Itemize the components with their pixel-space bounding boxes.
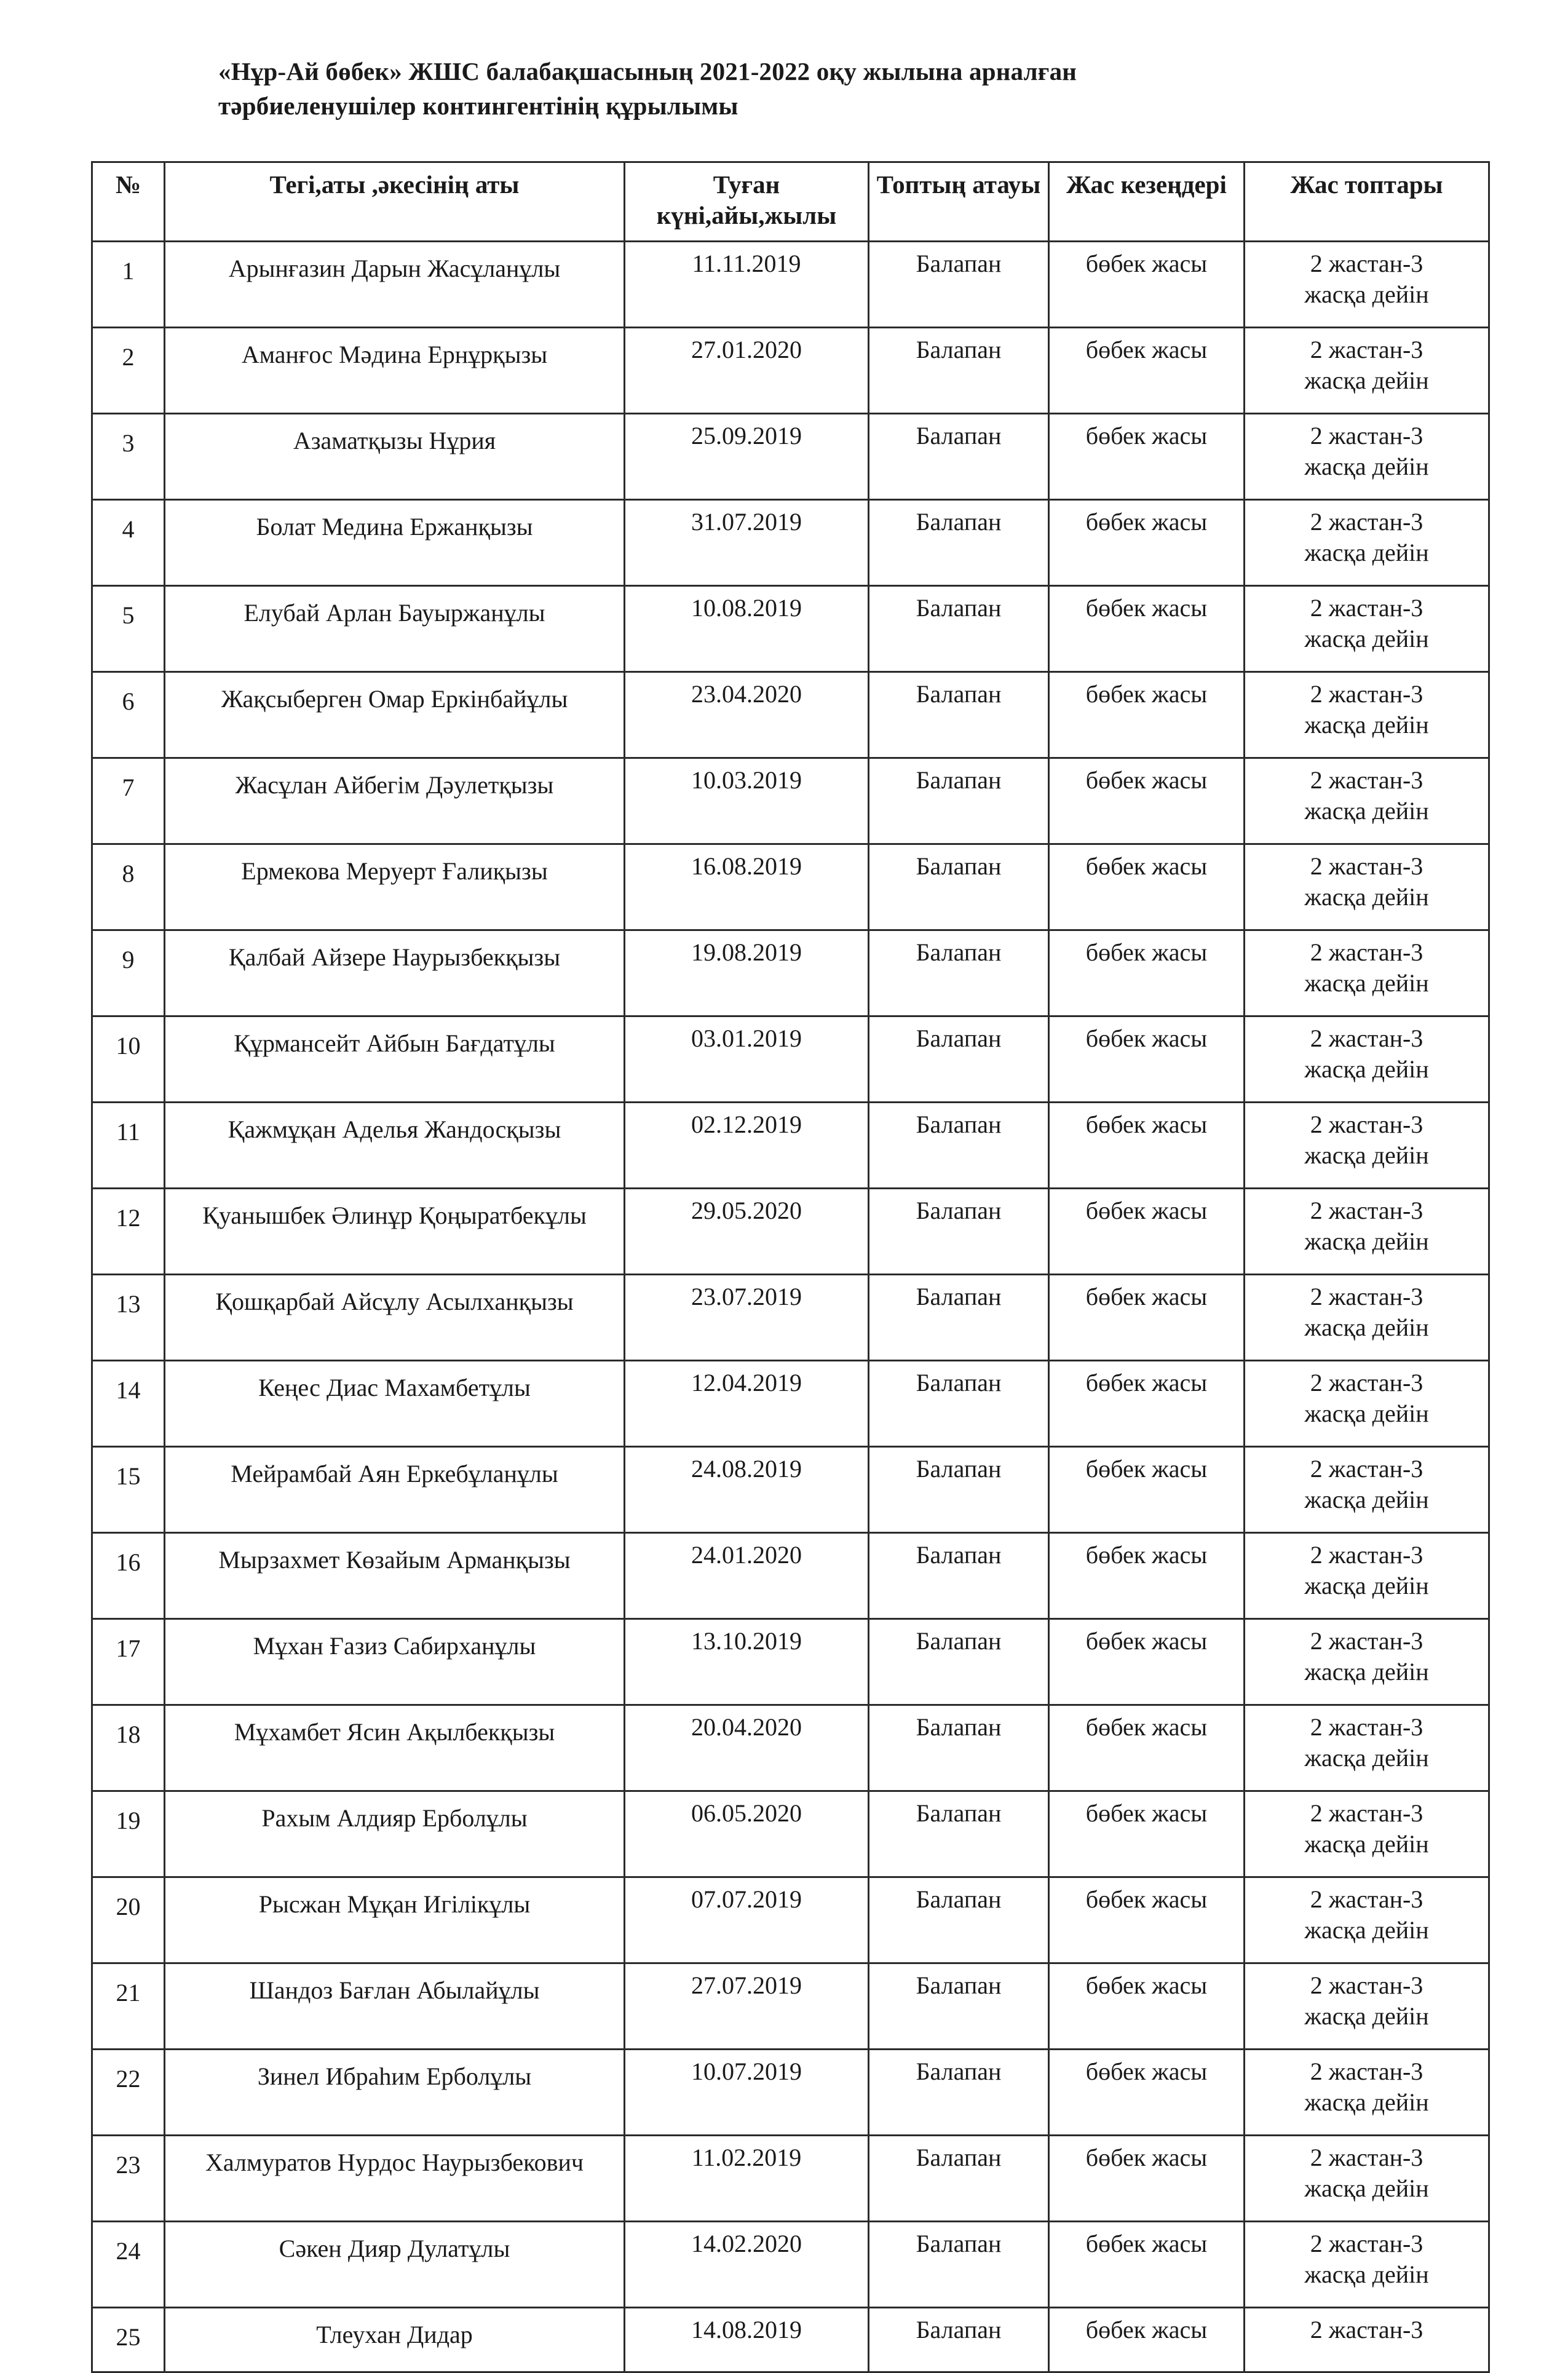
table-row: [92, 2050, 1489, 2136]
cell-age-group: [1245, 2136, 1489, 2222]
cell-group: Балапан: [869, 844, 1049, 930]
table-row: [92, 2136, 1489, 2222]
cell-group: Балапан: [869, 414, 1049, 500]
header-name: Тегі,аты ,әкесінің аты: [165, 162, 625, 242]
cell-name: Шандоз Бағлан Абылайұлы: [165, 1963, 625, 2050]
cell-name: Мырзахмет Көзайым Арманқызы: [165, 1533, 625, 1619]
table-row: [92, 1275, 1489, 1361]
cell-age-group: [1245, 1103, 1489, 1189]
cell-group: Балапан: [869, 1877, 1049, 1963]
cell-age-period: бөбек жасы: [1049, 500, 1245, 586]
cell-birth-date: 13.10.2019: [625, 1619, 869, 1705]
age-group-line: 2 жастан-3: [1310, 2230, 1423, 2257]
cell-num: 21: [92, 1963, 165, 2050]
table-row: [92, 2308, 1489, 2372]
age-group-line: жасқа дейін: [1304, 883, 1429, 911]
cell-group: Балапан: [869, 1103, 1049, 1189]
age-group-line: жасқа дейін: [1304, 1916, 1429, 1944]
cell-name: Арынғазин Дарын Жасұланұлы: [165, 242, 625, 328]
header-num: №: [92, 162, 165, 242]
age-group-line: жасқа дейін: [1304, 1055, 1429, 1083]
cell-birth-date: 24.08.2019: [625, 1447, 869, 1533]
age-group-line: жасқа дейін: [1304, 2088, 1429, 2116]
cell-birth-date: 10.03.2019: [625, 758, 869, 844]
cell-num: 6: [92, 672, 165, 758]
cell-num: 20: [92, 1877, 165, 1963]
cell-name: Қуанышбек Әлинұр Қоңыратбекұлы: [165, 1189, 625, 1275]
cell-num: 9: [92, 930, 165, 1016]
cell-age-group: [1245, 414, 1489, 500]
table-row: [92, 1791, 1489, 1877]
age-group-line: жасқа дейін: [1304, 1744, 1429, 1772]
age-group-line: 2 жастан-3: [1310, 1627, 1423, 1655]
table-row: [92, 1016, 1489, 1103]
cell-age-period: бөбек жасы: [1049, 2050, 1245, 2136]
cell-group: Балапан: [869, 1791, 1049, 1877]
cell-group: Балапан: [869, 1533, 1049, 1619]
cell-num: 17: [92, 1619, 165, 1705]
cell-birth-date: 03.01.2019: [625, 1016, 869, 1103]
cell-num: 15: [92, 1447, 165, 1533]
cell-name: Қажмұқан Аделья Жандосқызы: [165, 1103, 625, 1189]
contingent-table: [91, 161, 1490, 2373]
cell-age-period: бөбек жасы: [1049, 1877, 1245, 1963]
cell-group: Балапан: [869, 1705, 1049, 1791]
cell-age-group: [1245, 2050, 1489, 2136]
cell-birth-date: 19.08.2019: [625, 930, 869, 1016]
cell-age-period: бөбек жасы: [1049, 1189, 1245, 1275]
age-group-line: жасқа дейін: [1304, 366, 1429, 394]
age-group-line: жасқа дейін: [1304, 1658, 1429, 1686]
table-row: [92, 672, 1489, 758]
cell-age-group: [1245, 242, 1489, 328]
cell-birth-date: 20.04.2020: [625, 1705, 869, 1791]
table-row: [92, 500, 1489, 586]
cell-group: Балапан: [869, 2308, 1049, 2372]
age-group-line: 2 жастан-3: [1310, 1713, 1423, 1741]
age-group-line: жасқа дейін: [1304, 1227, 1429, 1255]
age-group-line: жасқа дейін: [1304, 2260, 1429, 2288]
table-row: [92, 2222, 1489, 2308]
cell-age-period: бөбек жасы: [1049, 844, 1245, 930]
table-row: [92, 242, 1489, 328]
table-row: [92, 1533, 1489, 1619]
age-group-line: 2 жастан-3: [1310, 1197, 1423, 1224]
age-group-line: 2 жастан-3: [1310, 1111, 1423, 1138]
cell-age-group: [1245, 672, 1489, 758]
cell-num: 7: [92, 758, 165, 844]
cell-age-group: [1245, 500, 1489, 586]
cell-group: Балапан: [869, 500, 1049, 586]
cell-age-period: бөбек жасы: [1049, 1361, 1245, 1447]
cell-name: Тлеухан Дидар: [165, 2308, 625, 2372]
document-title: [218, 54, 1387, 123]
cell-name: Мейрамбай Аян Еркебұланұлы: [165, 1447, 625, 1533]
table-row: [92, 930, 1489, 1016]
table-row: [92, 1103, 1489, 1189]
table-row: [92, 844, 1489, 930]
cell-age-group: [1245, 2222, 1489, 2308]
cell-birth-date: 31.07.2019: [625, 500, 869, 586]
cell-name: Рахым Алдияр Ерболұлы: [165, 1791, 625, 1877]
cell-name: Зинел Ибраһим Ерболұлы: [165, 2050, 625, 2136]
cell-age-period: бөбек жасы: [1049, 1447, 1245, 1533]
age-group-line: жасқа дейін: [1304, 280, 1429, 308]
age-group-line: жасқа дейін: [1304, 539, 1429, 566]
cell-birth-date: 11.11.2019: [625, 242, 869, 328]
cell-birth-date: 24.01.2020: [625, 1533, 869, 1619]
table-row: [92, 1963, 1489, 2050]
cell-age-group: [1245, 844, 1489, 930]
cell-birth-date: 10.08.2019: [625, 586, 869, 672]
age-group-line: 2 жастан-3: [1310, 1024, 1423, 1052]
cell-age-period: бөбек жасы: [1049, 2308, 1245, 2372]
cell-group: Балапан: [869, 242, 1049, 328]
age-group-line: жасқа дейін: [1304, 1400, 1429, 1427]
cell-group: Балапан: [869, 672, 1049, 758]
cell-birth-date: 29.05.2020: [625, 1189, 869, 1275]
header-birth: Туған күні,айы,жылы: [625, 162, 869, 242]
cell-age-period: бөбек жасы: [1049, 1275, 1245, 1361]
cell-name: Кеңес Диас Махамбетұлы: [165, 1361, 625, 1447]
cell-group: Балапан: [869, 1016, 1049, 1103]
cell-name: Халмуратов Нурдос Наурызбекович: [165, 2136, 625, 2222]
age-group-line: жасқа дейін: [1304, 453, 1429, 480]
cell-num: 10: [92, 1016, 165, 1103]
cell-birth-date: 11.02.2019: [625, 2136, 869, 2222]
cell-group: Балапан: [869, 1189, 1049, 1275]
cell-age-period: бөбек жасы: [1049, 1963, 1245, 2050]
cell-group: Балапан: [869, 930, 1049, 1016]
cell-group: Балапан: [869, 2222, 1049, 2308]
age-group-line: жасқа дейін: [1304, 2002, 1429, 2030]
title-line-1: «Нұр-Ай бөбек» ЖШС балабақшасының 2021-2022 оқу жылына арналған: [218, 57, 1077, 85]
cell-num: 14: [92, 1361, 165, 1447]
header-group: Топтың атауы: [869, 162, 1049, 242]
age-group-line: 2 жастан-3: [1310, 2144, 1423, 2171]
cell-age-group: [1245, 2308, 1489, 2372]
cell-name: Рысжан Мұқан Игілікұлы: [165, 1877, 625, 1963]
title-line-2: тәрбиеленушілер контингентінің құрылымы: [218, 92, 738, 120]
cell-name: Жасұлан Айбегім Дәулетқызы: [165, 758, 625, 844]
cell-group: Балапан: [869, 1275, 1049, 1361]
cell-birth-date: 14.08.2019: [625, 2308, 869, 2372]
cell-name: Болат Медина Ержанқызы: [165, 500, 625, 586]
cell-birth-date: 07.07.2019: [625, 1877, 869, 1963]
cell-group: Балапан: [869, 1619, 1049, 1705]
table-row: [92, 758, 1489, 844]
cell-birth-date: 10.07.2019: [625, 2050, 869, 2136]
age-group-line: 2 жастан-3: [1310, 1455, 1423, 1483]
cell-group: Балапан: [869, 1361, 1049, 1447]
cell-age-group: [1245, 328, 1489, 414]
age-group-line: 2 жастан-3: [1310, 2058, 1423, 2085]
cell-age-group: [1245, 1877, 1489, 1963]
cell-name: Мұхамбет Ясин Ақылбекқызы: [165, 1705, 625, 1791]
table-header-row: [92, 162, 1489, 242]
table-row: [92, 1447, 1489, 1533]
age-group-line: 2 жастан-3: [1310, 336, 1423, 363]
cell-num: 22: [92, 2050, 165, 2136]
age-group-line: жасқа дейін: [1304, 711, 1429, 739]
cell-group: Балапан: [869, 2050, 1049, 2136]
age-group-line: 2 жастан-3: [1310, 938, 1423, 966]
age-group-line: 2 жастан-3: [1310, 1799, 1423, 1827]
cell-age-group: [1245, 1533, 1489, 1619]
table-row: [92, 1361, 1489, 1447]
cell-num: 13: [92, 1275, 165, 1361]
cell-age-period: бөбек жасы: [1049, 1791, 1245, 1877]
cell-age-group: [1245, 1619, 1489, 1705]
cell-birth-date: 27.07.2019: [625, 1963, 869, 2050]
cell-age-group: [1245, 1963, 1489, 2050]
age-group-line: 2 жастан-3: [1310, 1971, 1423, 1999]
cell-name: Қошқарбай Айсұлу Асылханқызы: [165, 1275, 625, 1361]
table-row: [92, 1877, 1489, 1963]
age-group-line: 2 жастан-3: [1310, 422, 1423, 450]
cell-age-group: [1245, 930, 1489, 1016]
age-group-line: 2 жастан-3: [1310, 1283, 1423, 1310]
cell-num: 5: [92, 586, 165, 672]
cell-birth-date: 23.04.2020: [625, 672, 869, 758]
cell-name: Елубай Арлан Бауыржанұлы: [165, 586, 625, 672]
cell-age-group: [1245, 1275, 1489, 1361]
cell-age-period: бөбек жасы: [1049, 1619, 1245, 1705]
cell-group: Балапан: [869, 586, 1049, 672]
age-group-line: жасқа дейін: [1304, 1486, 1429, 1513]
cell-num: 2: [92, 328, 165, 414]
table-row: [92, 328, 1489, 414]
age-group-line: 2 жастан-3: [1310, 766, 1423, 794]
cell-age-period: бөбек жасы: [1049, 1705, 1245, 1791]
cell-age-group: [1245, 1361, 1489, 1447]
cell-age-period: бөбек жасы: [1049, 672, 1245, 758]
cell-age-period: бөбек жасы: [1049, 242, 1245, 328]
cell-birth-date: 25.09.2019: [625, 414, 869, 500]
age-group-line: 2 жастан-3: [1310, 594, 1423, 622]
table-row: [92, 1189, 1489, 1275]
cell-group: Балапан: [869, 2136, 1049, 2222]
cell-num: 18: [92, 1705, 165, 1791]
cell-birth-date: 23.07.2019: [625, 1275, 869, 1361]
cell-group: Балапан: [869, 1447, 1049, 1533]
age-group-line: жасқа дейін: [1304, 1141, 1429, 1169]
cell-name: Құрмансейт Айбын Бағдатұлы: [165, 1016, 625, 1103]
cell-birth-date: 16.08.2019: [625, 844, 869, 930]
age-group-line: жасқа дейін: [1304, 1572, 1429, 1599]
cell-name: Аманғос Мәдина Ернұрқызы: [165, 328, 625, 414]
cell-age-period: бөбек жасы: [1049, 758, 1245, 844]
cell-age-group: [1245, 1791, 1489, 1877]
table-body: [92, 242, 1489, 2372]
age-group-line: жасқа дейін: [1304, 1830, 1429, 1858]
cell-birth-date: 02.12.2019: [625, 1103, 869, 1189]
cell-num: 3: [92, 414, 165, 500]
cell-num: 11: [92, 1103, 165, 1189]
cell-age-group: [1245, 1016, 1489, 1103]
table-row: [92, 1619, 1489, 1705]
cell-num: 19: [92, 1791, 165, 1877]
cell-group: Балапан: [869, 1963, 1049, 2050]
cell-num: 4: [92, 500, 165, 586]
cell-age-group: [1245, 1189, 1489, 1275]
table-row: [92, 1705, 1489, 1791]
table-row: [92, 414, 1489, 500]
cell-age-group: [1245, 758, 1489, 844]
cell-name: Ермекова Меруерт Ғалиқызы: [165, 844, 625, 930]
cell-name: Азаматқызы Нұрия: [165, 414, 625, 500]
age-group-line: 2 жастан-3: [1310, 1369, 1423, 1396]
age-group-line: 2 жастан-3: [1310, 680, 1423, 708]
age-group-line: 2 жастан-3: [1310, 1541, 1423, 1569]
cell-name: Қалбай Айзере Наурызбекқызы: [165, 930, 625, 1016]
cell-age-period: бөбек жасы: [1049, 1533, 1245, 1619]
cell-age-period: бөбек жасы: [1049, 414, 1245, 500]
cell-num: 16: [92, 1533, 165, 1619]
cell-num: 24: [92, 2222, 165, 2308]
cell-birth-date: 14.02.2020: [625, 2222, 869, 2308]
header-period: Жас кезеңдері: [1049, 162, 1245, 242]
age-group-line: жасқа дейін: [1304, 797, 1429, 825]
cell-num: 1: [92, 242, 165, 328]
age-group-line: 2 жастан-3: [1310, 852, 1423, 880]
age-group-line: жасқа дейін: [1304, 969, 1429, 997]
cell-age-group: [1245, 586, 1489, 672]
cell-age-period: бөбек жасы: [1049, 1103, 1245, 1189]
age-group-line: 2 жастан-3: [1310, 2316, 1423, 2343]
cell-age-period: бөбек жасы: [1049, 1016, 1245, 1103]
cell-num: 23: [92, 2136, 165, 2222]
cell-age-period: бөбек жасы: [1049, 328, 1245, 414]
cell-group: Балапан: [869, 328, 1049, 414]
cell-name: Жақсыберген Омар Еркінбайұлы: [165, 672, 625, 758]
age-group-line: 2 жастан-3: [1310, 250, 1423, 277]
cell-age-group: [1245, 1447, 1489, 1533]
cell-age-period: бөбек жасы: [1049, 2136, 1245, 2222]
age-group-line: 2 жастан-3: [1310, 508, 1423, 536]
cell-age-period: бөбек жасы: [1049, 930, 1245, 1016]
cell-group: Балапан: [869, 758, 1049, 844]
age-group-line: жасқа дейін: [1304, 1313, 1429, 1341]
table-row: [92, 586, 1489, 672]
age-group-line: 2 жастан-3: [1310, 1885, 1423, 1913]
age-group-line: жасқа дейін: [1304, 2174, 1429, 2202]
cell-age-period: бөбек жасы: [1049, 2222, 1245, 2308]
cell-age-period: бөбек жасы: [1049, 586, 1245, 672]
cell-birth-date: 06.05.2020: [625, 1791, 869, 1877]
cell-name: Мұхан Ғазиз Сабирханұлы: [165, 1619, 625, 1705]
cell-age-group: [1245, 1705, 1489, 1791]
cell-num: 8: [92, 844, 165, 930]
cell-birth-date: 12.04.2019: [625, 1361, 869, 1447]
cell-num: 12: [92, 1189, 165, 1275]
header-age-group: Жас топтары: [1245, 162, 1489, 242]
cell-name: Сәкен Дияр Дулатұлы: [165, 2222, 625, 2308]
cell-birth-date: 27.01.2020: [625, 328, 869, 414]
age-group-line: жасқа дейін: [1304, 625, 1429, 652]
cell-num: 25: [92, 2308, 165, 2372]
